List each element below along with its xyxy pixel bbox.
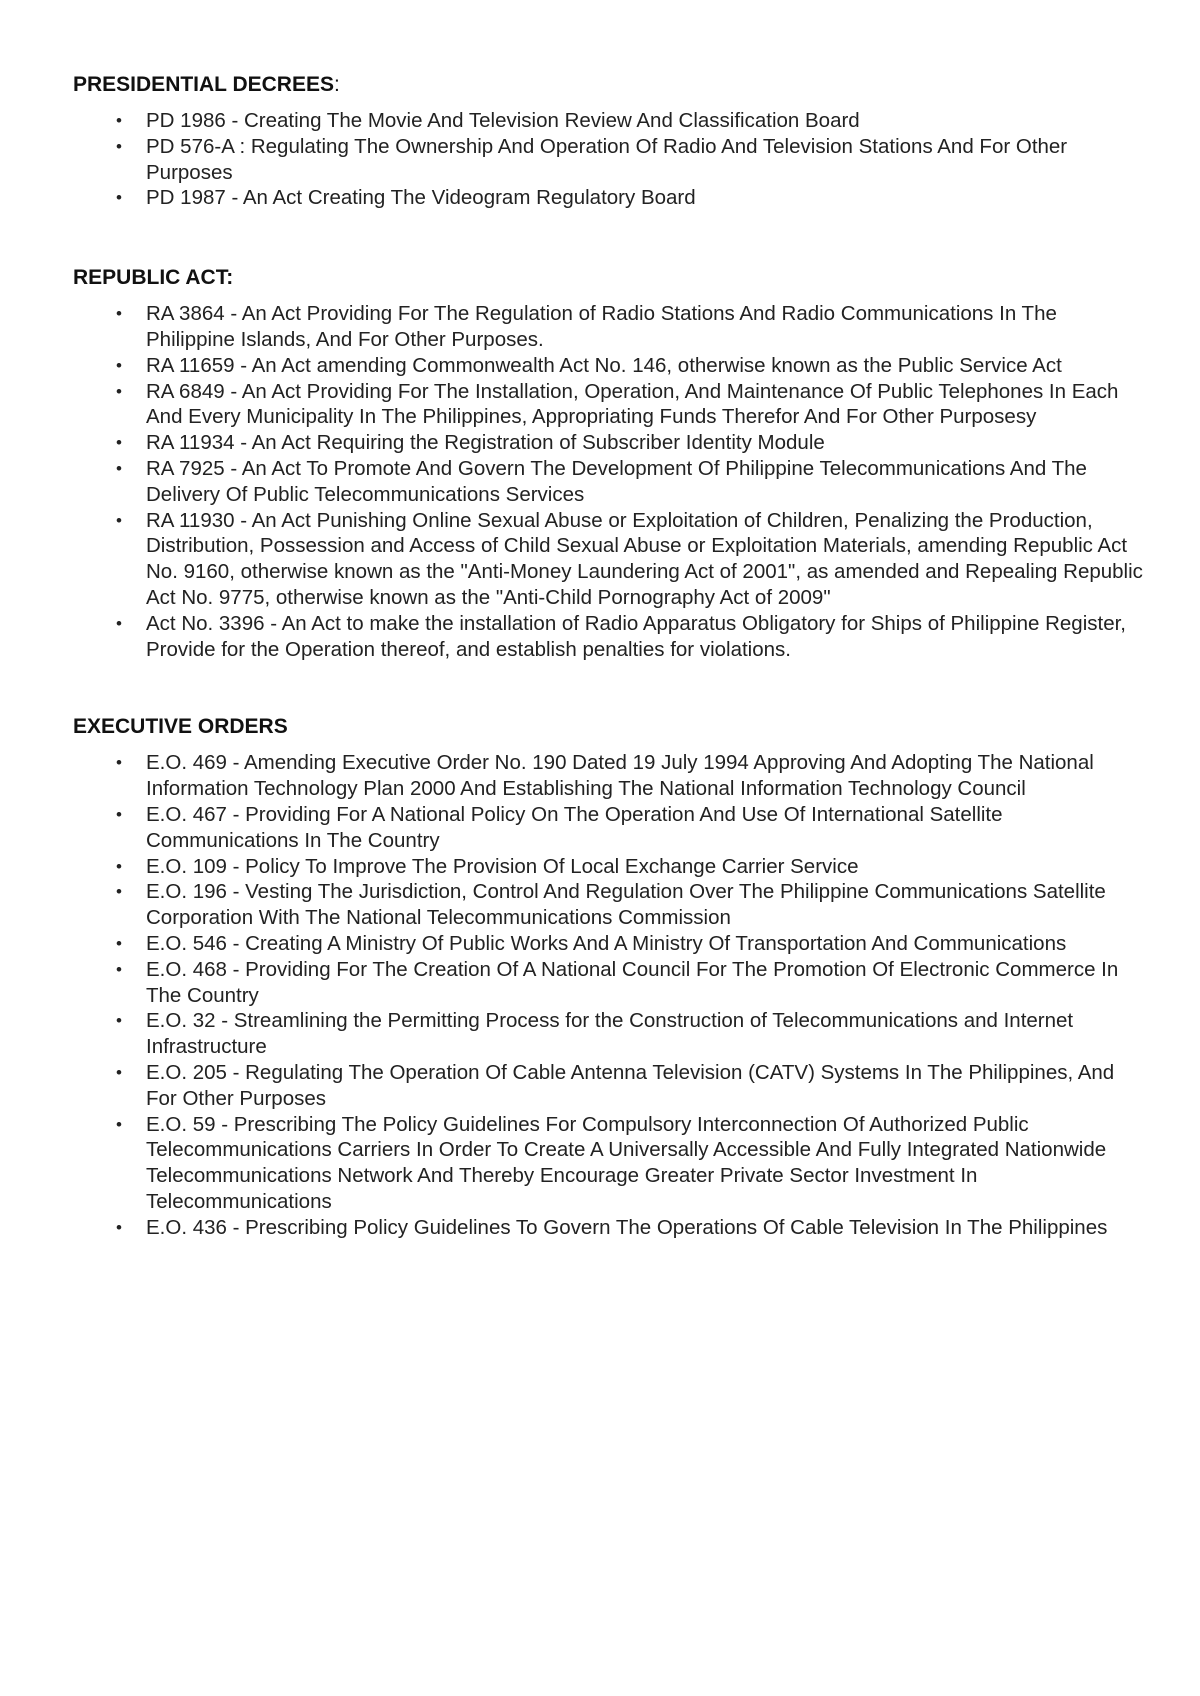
bullet-icon: • — [116, 355, 122, 375]
bullet-icon: • — [116, 882, 122, 902]
decree-list — [73, 108, 1143, 211]
section-heading: REPUBLIC ACT: — [73, 266, 234, 290]
bullet-icon: • — [116, 856, 122, 876]
bullet-icon: • — [116, 959, 122, 979]
list-item: • PD 1987 - An Act Creating The Videogram Regulatory Board — [73, 185, 1143, 211]
republic-act-section — [73, 265, 1143, 662]
list-item: • E.O. 436 - Prescribing Policy Guidelines To Govern The Operations Of Cable Television In The Philippines — [73, 1215, 1143, 1241]
list-item: • E.O. 469 - Amending Executive Order No. 190 Dated 19 July 1994 Approving And Adopting The National Information Technology Plan 2000 And Establishing The National Information Technology Council — [73, 750, 1143, 802]
bullet-icon: • — [116, 433, 122, 453]
bullet-icon: • — [116, 804, 122, 824]
list-item: • E.O. 546 - Creating A Ministry Of Public Works And A Ministry Of Transportation And Communications — [73, 931, 1143, 957]
bullet-icon: • — [116, 304, 122, 324]
bullet-icon: • — [116, 753, 122, 773]
bullet-icon: • — [116, 1062, 122, 1082]
list-item: • RA 3864 - An Act Providing For The Regulation of Radio Stations And Radio Communications In The Philippine Islands, And For Other Purposes. — [73, 301, 1143, 353]
executive-order-list — [73, 750, 1143, 1240]
list-item: • E.O. 59 - Prescribing The Policy Guidelines For Compulsory Interconnection Of Authorized Public Telecommunications Carriers In Order To Create A Universally Accessible And Fully Integrated Nationwide Telecommunications Network And Thereby Encourage Greater Private Sector Investment In Telecommunications — [73, 1112, 1143, 1215]
list-item: • E.O. 196 - Vesting The Jurisdiction, Control And Regulation Over The Philippine Communications Satellite Corporation With The National Telecommunications Commission — [73, 879, 1143, 931]
section-heading: PRESIDENTIAL DECREES: — [73, 73, 340, 96]
list-item: • RA 7925 - An Act To Promote And Govern The Development Of Philippine Telecommunications And The Delivery Of Public Telecommunications Services — [73, 456, 1143, 508]
bullet-icon: • — [116, 933, 122, 953]
list-item: • PD 1986 - Creating The Movie And Television Review And Classification Board — [73, 108, 1143, 134]
executive-orders-section — [73, 714, 1143, 1240]
list-item: • RA 6849 - An Act Providing For The Installation, Operation, And Maintenance Of Public Telephones In Each And Every Municipality In The Philippines, Appropriating Funds Therefor And For Other Purposesy — [73, 379, 1143, 431]
bullet-icon: • — [116, 510, 122, 530]
bullet-icon: • — [116, 188, 122, 208]
list-item: • RA 11930 - An Act Punishing Online Sexual Abuse or Exploitation of Children, Penalizing the Production, Distribution, Possession and Access of Child Sexual Abuse or Exploitation Materials, amending Republic Act No. 9160, otherwise known as the "Anti-Money Laundering Act of 2001", as amended and Repealing Republic Act No. 9775, otherwise known as the "Anti-Child Pornography Act of 2009" — [73, 508, 1143, 611]
section-heading: EXECUTIVE ORDERS — [73, 715, 288, 739]
bullet-icon: • — [116, 111, 122, 130]
bullet-icon: • — [116, 136, 122, 156]
republic-act-list — [73, 301, 1143, 662]
bullet-icon: • — [116, 381, 122, 401]
list-item: • RA 11659 - An Act amending Commonwealth Act No. 146, otherwise known as the Public Service Act — [73, 353, 1143, 379]
list-item: • E.O. 205 - Regulating The Operation Of Cable Antenna Television (CATV) Systems In The Philippines, And For Other Purposes — [73, 1060, 1143, 1112]
list-item: • E.O. 467 - Providing For A National Policy On The Operation And Use Of International Satellite Communications In The Country — [73, 802, 1143, 854]
list-item: • E.O. 468 - Providing For The Creation Of A National Council For The Promotion Of Electronic Commerce In The Country — [73, 957, 1143, 1009]
list-item: • PD 576-A : Regulating The Ownership And Operation Of Radio And Television Stations And For Other Purposes — [73, 134, 1143, 186]
list-item: • E.O. 32 - Streamlining the Permitting Process for the Construction of Telecommunications and Internet Infrastructure — [73, 1008, 1143, 1060]
presidential-decrees-section — [73, 72, 1143, 211]
document-page — [73, 72, 1143, 1240]
bullet-icon: • — [116, 613, 122, 633]
list-item: • E.O. 109 - Policy To Improve The Provision Of Local Exchange Carrier Service — [73, 854, 1143, 880]
bullet-icon: • — [116, 1011, 122, 1031]
bullet-icon: • — [116, 1114, 122, 1134]
bullet-icon: • — [116, 1217, 122, 1237]
bullet-icon: • — [116, 458, 122, 478]
list-item: • Act No. 3396 - An Act to make the installation of Radio Apparatus Obligatory for Ships of Philippine Register, Provide for the Operation thereof, and establish penalties for violations. — [73, 611, 1143, 663]
list-item: • RA 11934 - An Act Requiring the Registration of Subscriber Identity Module — [73, 430, 1143, 456]
